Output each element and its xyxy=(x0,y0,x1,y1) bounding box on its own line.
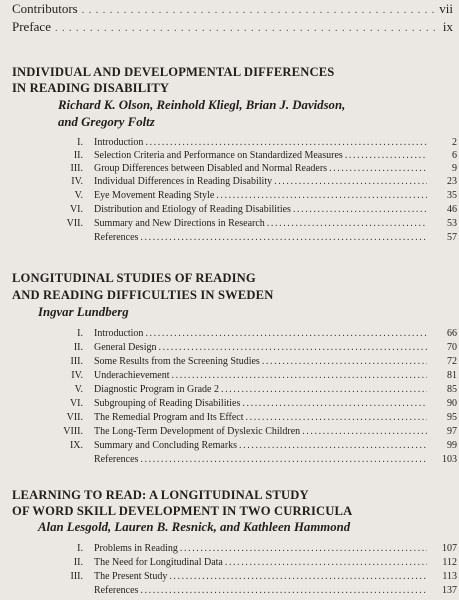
section-page: 112 xyxy=(442,557,457,568)
section-title: The Remedial Program and Its Effect xyxy=(94,412,244,423)
chapter-title-line: INDIVIDUAL AND DEVELOPMENTAL DIFFERENCES xyxy=(12,65,335,79)
toc-section xyxy=(38,453,457,467)
section-title: Introduction xyxy=(94,137,144,148)
section-number: IV. xyxy=(71,370,83,381)
dot-leader xyxy=(274,175,427,189)
dot-leader xyxy=(345,149,427,163)
chapter-title-line: LONGITUDINAL STUDIES OF READING xyxy=(12,271,256,285)
chapter-title-line: LEARNING TO READ: A LONGITUDINAL STUDY xyxy=(12,488,309,502)
section-title: Selection Criteria and Performance on Standardized Measures xyxy=(94,150,343,161)
dot-leader xyxy=(140,453,427,467)
toc-section xyxy=(38,411,457,425)
dot-leader xyxy=(140,231,427,245)
chapter-title-line: AND READING DIFFICULTIES IN SWEDEN xyxy=(12,288,274,302)
section-number: I. xyxy=(77,137,83,148)
toc-section xyxy=(38,136,457,150)
chapter-authors: Richard K. Olson, Reinhold Kliegl, Brian J. Davidson, xyxy=(58,98,346,112)
toc-section xyxy=(38,327,457,341)
section-title: Some Results from the Screening Studies xyxy=(94,356,260,367)
toc-entry-contributors xyxy=(12,1,453,18)
toc-section xyxy=(38,425,457,439)
section-page: 95 xyxy=(447,412,457,423)
section-page: 97 xyxy=(447,426,457,437)
section-number: III. xyxy=(70,356,83,367)
section-title: The Need for Longitudinal Data xyxy=(94,557,223,568)
toc-section xyxy=(38,189,457,203)
section-title: Individual Differences in Reading Disability xyxy=(94,176,273,187)
section-number: I. xyxy=(77,543,83,554)
section-page: 81 xyxy=(447,370,457,381)
toc-section xyxy=(38,175,457,189)
chapter-authors: Ingvar Lundberg xyxy=(38,305,129,319)
chapter-authors: and Gregory Foltz xyxy=(58,115,155,129)
toc-section xyxy=(38,397,457,411)
section-number: I. xyxy=(77,328,83,339)
dot-leader xyxy=(262,355,427,369)
section-page: 9 xyxy=(452,163,457,174)
section-number: IV. xyxy=(71,176,83,187)
section-title: General Design xyxy=(94,342,157,353)
dot-leader xyxy=(55,21,439,36)
toc-section xyxy=(38,355,457,369)
section-page: 53 xyxy=(447,218,457,229)
section-page: 113 xyxy=(442,571,457,582)
dot-leader xyxy=(158,341,427,355)
section-page: 103 xyxy=(442,454,457,465)
dot-leader xyxy=(246,411,428,425)
dot-leader xyxy=(329,162,427,176)
entry-title: Preface xyxy=(12,19,51,34)
section-title: Summary and Concluding Remarks xyxy=(94,440,238,451)
toc-section xyxy=(38,231,457,245)
section-number: V. xyxy=(74,384,83,395)
toc-section xyxy=(38,584,457,598)
section-title: References xyxy=(94,232,139,243)
dot-leader xyxy=(169,570,427,584)
dot-leader xyxy=(242,397,427,411)
section-number: IX. xyxy=(69,440,83,451)
section-number: II. xyxy=(73,557,83,568)
toc-section xyxy=(38,556,457,570)
section-number: III. xyxy=(70,571,83,582)
dot-leader xyxy=(145,327,427,341)
section-number: VII. xyxy=(66,412,83,423)
section-title: Distribution and Etiology of Reading Disabilities xyxy=(94,204,291,215)
section-page: 70 xyxy=(447,342,457,353)
section-page: 23 xyxy=(447,176,457,187)
dot-leader xyxy=(180,542,427,556)
section-page: 137 xyxy=(442,585,457,596)
toc-section xyxy=(38,203,457,217)
dot-leader xyxy=(82,3,436,18)
chapter-title-line: OF WORD SKILL DEVELOPMENT IN TWO CURRICULA xyxy=(12,504,353,518)
section-page: 66 xyxy=(447,328,457,339)
section-title: Diagnostic Program in Grade 2 xyxy=(94,384,219,395)
toc-section xyxy=(38,341,457,355)
section-page: 46 xyxy=(447,204,457,215)
dot-leader xyxy=(267,217,427,231)
section-number: II. xyxy=(73,342,83,353)
section-title: Underachievement xyxy=(94,370,170,381)
section-title: Subgrouping of Reading Disabilities xyxy=(94,398,241,409)
dot-leader xyxy=(221,383,427,397)
toc-section xyxy=(38,217,457,231)
dot-leader xyxy=(216,189,427,203)
toc-section xyxy=(38,570,457,584)
toc-section xyxy=(38,439,457,453)
section-number: VI. xyxy=(69,204,83,215)
entry-title: Contributors xyxy=(12,1,78,16)
toc-entry-preface xyxy=(12,19,453,36)
section-page: 2 xyxy=(452,137,457,148)
dot-leader xyxy=(239,439,427,453)
toc-section xyxy=(38,162,457,176)
section-title: Summary and New Directions in Research xyxy=(94,218,265,229)
section-number: V. xyxy=(74,190,83,201)
section-title: Problems in Reading xyxy=(94,543,178,554)
dot-leader xyxy=(225,556,427,570)
entry-page: ix xyxy=(442,19,453,34)
toc-section xyxy=(38,369,457,383)
dot-leader xyxy=(302,425,427,439)
section-title: References xyxy=(94,454,139,465)
section-page: 107 xyxy=(442,543,457,554)
section-number: II. xyxy=(73,150,83,161)
section-page: 85 xyxy=(447,384,457,395)
section-number: III. xyxy=(70,163,83,174)
section-page: 6 xyxy=(452,150,457,161)
section-number: VI. xyxy=(69,398,83,409)
dot-leader xyxy=(172,369,427,383)
dot-leader xyxy=(140,584,427,598)
section-page: 57 xyxy=(447,232,457,243)
dot-leader xyxy=(145,136,427,150)
section-page: 99 xyxy=(447,440,457,451)
section-title: Introduction xyxy=(94,328,144,339)
section-page: 72 xyxy=(447,356,457,367)
section-title: The Present Study xyxy=(94,571,168,582)
section-page: 90 xyxy=(447,398,457,409)
chapter-authors: Alan Lesgold, Lauren B. Resnick, and Kathleen Hammond xyxy=(38,520,351,534)
section-number: VII. xyxy=(66,218,83,229)
section-title: References xyxy=(94,585,139,596)
section-title: The Long-Term Development of Dyslexic Children xyxy=(94,426,301,437)
chapter-title-line: IN READING DISABILITY xyxy=(12,81,170,95)
section-number: VIII. xyxy=(63,426,83,437)
toc-section xyxy=(38,149,457,163)
dot-leader xyxy=(293,203,427,217)
section-title: Eye Movement Reading Style xyxy=(94,190,215,201)
section-title: Group Differences between Disabled and Normal Readers xyxy=(94,163,328,174)
toc-section xyxy=(38,383,457,397)
entry-page: vii xyxy=(439,1,453,16)
section-page: 35 xyxy=(447,190,457,201)
toc-section xyxy=(38,542,457,556)
